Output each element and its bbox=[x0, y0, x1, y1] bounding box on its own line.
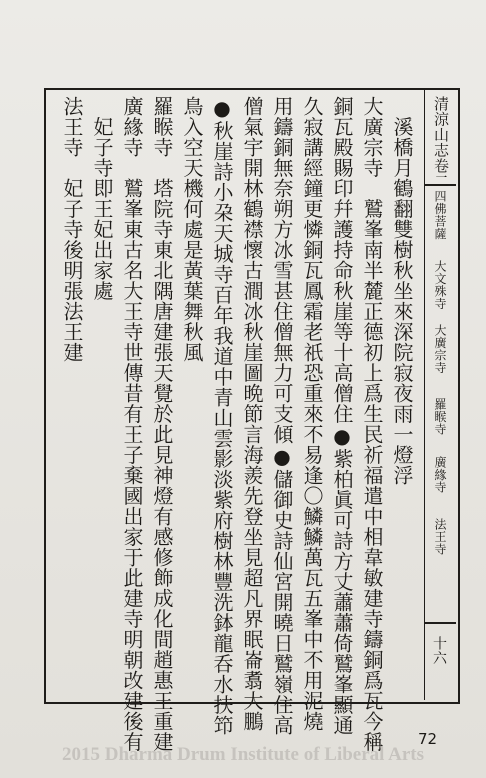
page-number: 72 bbox=[418, 730, 438, 748]
text-column-8: 鳥入空天機何處是黃葉舞秋風 bbox=[180, 96, 204, 363]
margin-leaf-number: 十六 bbox=[431, 636, 447, 665]
text-column-4: 久寂講經鐘更憐銅瓦鳳霜老祇恐重來不易逢〇鱗鱗萬瓦五峯中不用泥燒 bbox=[300, 96, 324, 732]
margin-divider-bottom bbox=[424, 622, 456, 624]
margin-section-3: 羅睺寺 bbox=[433, 398, 447, 436]
margin-section-5: 法王寺 bbox=[433, 518, 447, 556]
margin-section-2: 大廣宗寺 bbox=[433, 324, 447, 374]
text-column-9: 羅睺寺 塔院寺東北隅唐建張天覺於此見神燈有感修飾成化間趙惠王重建 bbox=[150, 96, 174, 752]
text-column-1: 溪橋月鶴翻雙樹秋坐來深院寂夜雨一燈浮 bbox=[390, 96, 414, 486]
text-column-12: 法王寺 妃子寺後明張法王建 bbox=[60, 96, 84, 363]
margin-chapter: 四佛菩薩 bbox=[433, 190, 447, 240]
text-column-2: 大廣宗寺 鷲峯南半麓正德初上爲生民祈福遣中相韋敏建寺鑄銅爲瓦今稱 bbox=[360, 96, 384, 752]
text-column-3: 銅瓦殿賜印幷護持命秋崖等十高僧住●紫柏眞可詩方丈蕭蕭倚鷲峯顯通 bbox=[330, 96, 354, 736]
text-column-6: 僧氣宇開林鶴襟懷古澗冰秋崖圖晩節言海羨先登坐見超凡界眠崙翥大鵬 bbox=[240, 96, 264, 732]
text-column-5: 用鑄銅無奈朔方冰雪甚住僧無力可支傾●儲御史詩仙宮開曉日鷲嶺住高 bbox=[270, 96, 294, 736]
text-column-7: ●秋崖詩小朶天城寺百年我道中青山雲影淡紫府樹林豐洗鉢龍呑水扶笻 bbox=[210, 96, 234, 736]
text-column-11: 妃子寺即王妃出家處 bbox=[90, 96, 114, 301]
margin-book-title: 清涼山志卷二 bbox=[432, 96, 450, 189]
text-column-10: 廣緣寺 鷲峯東古名大王寺世傳昔有王子棄國出家于此建寺明朝改建後有 bbox=[120, 96, 144, 752]
margin-section-1: 大文殊寺 bbox=[433, 260, 447, 310]
margin-section-4: 廣緣寺 bbox=[433, 456, 447, 494]
watermark: 2015 Dharma Drum Institute of Liberal Arts bbox=[61, 744, 425, 765]
